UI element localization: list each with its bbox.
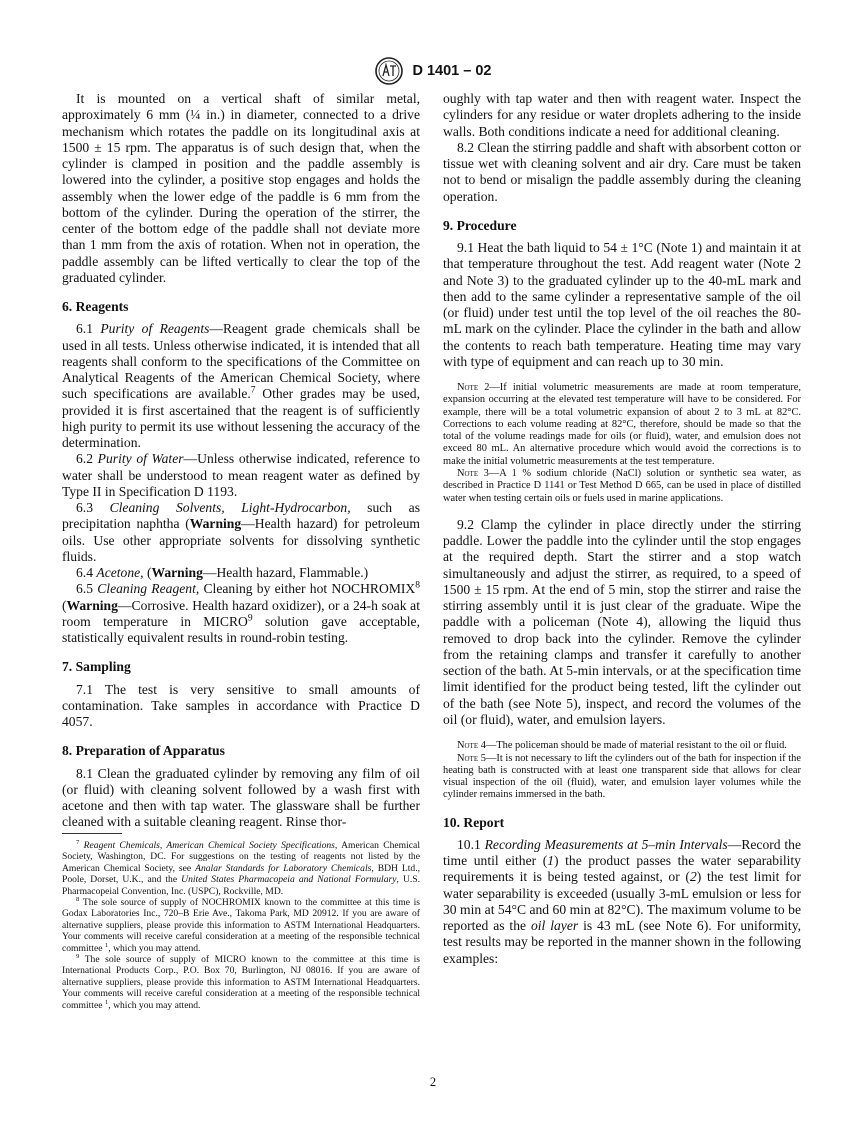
note-3: Note 3—A 1 % sodium chloride (NaCl) solution or synthetic sea water, as described in Practice D 1141 or Test Method D 665, can be used in place of distilled water when testing certain oils or fuels used in marine applications. — [443, 468, 801, 504]
paragraph-6-2: 6.2 Purity of Water—Unless otherwise indicated, reference to water shall be understood to mean reagent water as defined by Type II in Specification D 1193. — [62, 451, 421, 499]
paragraph-9-1: 9.1 Heat the bath liquid to 54 ± 1°C (Note 1) and maintain it at that temperature throughout the test. Add reagent water (Note 2 and Note 3) to the graduated cylinder up to the 40-mL mark and then add to the same cylinder a representative sample of the oil (or fluid) under test until the top level of the oil reaches the 80-mL mark on the cylinder. Place the cylinder in the bath and allow the contents to reach bath temperature. Heating time may vary with type of equipment and can reach up to 30 min. — [443, 240, 801, 369]
footnote-ref-8: 8 — [415, 580, 421, 591]
note-5: Note 5—It is not necessary to lift the cylinders out of the bath for inspection if the heating bath is constructed with at least one transparent side that allows for clear visual inspection of the oil (fluid), water, and emulsion layer volumes while the cylinder remains immersed in the bath. — [443, 752, 801, 801]
footnote-9: $^9$ The sole source of supply of MICRO known to the committee at this time is International Products Corp., P.O. Box 70, Burlington, NJ 08016. If you are aware of alternative suppliers, please provide this information to ASTM International Headquarters. Your comments will receive careful consideration at a meeting of the responsible technical committee $^1$, which you may attend. — [62, 952, 420, 1011]
paragraph-8-1-continued: oughly with tap water and then with reagent water. Inspect the cylinders for any residue or water droplets adhering to the inside walls. Both conditions indicate a need for additional cleaning. — [443, 91, 801, 139]
astm-logo-icon — [374, 56, 404, 86]
section-heading-procedure: 9. Procedure — [443, 217, 517, 233]
note-4: Note 4—The policeman should be made of material resistant to the oil or fluid. — [457, 740, 787, 752]
paragraph-10-1: 10.1 Recording Measurements at 5–min Intervals—Record the time until either (1) the product passes the water separability requirements it is being tested against, or (2) the test limit for water separability is exceeded (usually 3-mL emulsion or less for 30 min at 54°C and 60 min at 82°C). The maximum volume to be reported as the oil layer is 43 mL (see Note 6). For uniformity, test results may be reported in the manner shown in the following examples: — [443, 836, 802, 966]
paragraph-8-1: 8.1 Clean the graduated cylinder by removing any film of oil (or fluid) with cleaning solvent followed by a wash first with acetone and then with tap water. The glassware shall be further cleaned with a suitable cleaning reagent. Rinse thor- — [62, 765, 420, 830]
left-column — [62, 91, 420, 831]
right-column — [443, 91, 801, 967]
paragraph-apparatus-continued: It is mounted on a vertical shaft of similar metal, approximately 6 mm (¼ in.) in diameter, connected to a drive mechanism which rotates the paddle on its longitudinal axis at 1500 ± 15 rpm. The apparatus is of such design that, when the cylinder is clamped in position and the paddle assembly is lowered into the cylinder, a positive stop engages and holds the assembly when the lower edge of the paddle is 6 mm from the bottom of the cylinder. During the operation of the stirrer, the center of the bottom edge of the paddle shall not deviate more than 1 mm from the axis of rotation. When not in operation, the paddle assembly can be lifted vertically to clear the top of the graduated cylinder. — [62, 91, 420, 285]
section-heading-sampling: 7. Sampling — [62, 659, 131, 675]
section-heading-reagents: 6. Reagents — [62, 299, 129, 314]
paragraph-7-1: 7.1 The test is very sensitive to small amounts of contamination. Take samples in accordance with Practice D 4057. — [62, 681, 420, 729]
paragraph-6-1: 6.1 Purity of Reagents—Reagent grade chemicals shall be used in all tests. Unless otherwise indicated, it is intended that all reagents shall conform to the specifications of the Committee on Analytical Reagents of the American Chemical Society, where such specifications are available.$^7$ Other grades may be used, provided it is first ascertained that the reagent is of sufficiently high purity to permit its use without lessening the accuracy of the determination. — [62, 321, 420, 450]
footnote-ref-9: 9 — [247, 613, 253, 624]
footnote-8: $^8$ The sole source of supply of NOCHROMIX known to the committee at this time is Godax Laboratories Inc., 720–B Erie Ave., Takoma Park, MD 20912. If you are aware of alternative suppliers, please provide this information to ASTM International Headquarters. Your comments will receive careful consideration at a meeting of the responsible technical committee $^1$, which you may attend. — [62, 895, 420, 954]
footnote-ref-7: 7 — [250, 385, 256, 396]
page-number: 2 — [429, 1075, 437, 1089]
paragraph-6-3: 6.3 Cleaning Solvents, Light-Hydrocarbon, such as precipitation naphtha (Warning—Health hazard) for petroleum oils. Use other appropriate solvents for dissolving synthetic fluids. — [62, 500, 421, 564]
page-header — [0, 56, 866, 86]
section-heading-preparation: 8. Preparation of Apparatus — [62, 743, 225, 759]
notes-group-2 — [443, 740, 801, 801]
note-2: Note 2—If initial volumetric measurements are made at room temperature, expansion occurring at the elevated test temperature will have to be considered. For example, there will be a total volumetric expansion of about 2 to 3 mL at 82°C. Corrections to each volume reading at 82°C, therefore, should be made so that the total of the volume readings made for oils (or fluid), water, and emulsion does not exceed 80 mL. An alternative procedure which would avoid the corrections is to make the initial volumetric measurements at the test temperature. — [443, 382, 801, 467]
footnote-7: $^7$ Reagent Chemicals, American Chemical Society Specifications, American Chemical Society, Washington, DC. For suggestions on the testing of reagents not listed by the American Chemical Society, see Analar Standards for Laboratory Chemicals, BDH Ltd., Poole, Dorset, U.K., and the United States Pharmacopeia and National Formulary, U.S. Pharmacopeial Convention, Inc. (USPC), Rockville, MD. — [62, 838, 420, 897]
paragraph-8-2: 8.2 Clean the stirring paddle and shaft with absorbent cotton or tissue wet with cleaning solvent and air dry. Care must be taken not to bend or misalign the paddle assembly during the cleaning operation. — [443, 139, 801, 204]
notes-group-1 — [443, 382, 801, 505]
section-heading-report: 10. Report — [443, 814, 505, 830]
paragraph-9-2: 9.2 Clamp the cylinder in place directly under the stirring paddle. Lower the paddle into the cylinder until the stop engages at the required depth. Start the stirrer and a stop watch simultaneously and adjust the stirrer, as required, to a speed of 1500 ± 15 rpm. At the end of 5 min, stop the stirrer and raise the stirring assembly until it is just clear of the graduate. Wipe the paddle with a policeman (Note 4), allowing the liquid thus removed to drop back into the cylinder. Remove the cylinder from the retaining clamps and transfer it carefully to another section of the bath. At 5-min intervals, or at the specification time limit identified for the product being tested, lift the cylinder out of the bath (see Note 5), inspect, and record the volumes of the oil (or fluid), water, and emulsion layers. — [443, 516, 801, 727]
paragraph-6-4: 6.4 Acetone, (Warning—Health hazard, Flammable.) — [76, 565, 369, 580]
document-designation: D 1401 – 02 — [412, 63, 492, 79]
paragraph-6-5: 6.5 Cleaning Reagent, Cleaning by either hot NOCHROMIX$^8$ (Warning—Corrosive. Health hazard oxidizer), or a 24-h soak at room temperature in MICRO$^9$ solution gave acceptable, statistically equivalent results in round-robin testing. — [62, 580, 421, 645]
footnotes — [62, 833, 420, 1011]
footnote-divider — [62, 833, 122, 834]
